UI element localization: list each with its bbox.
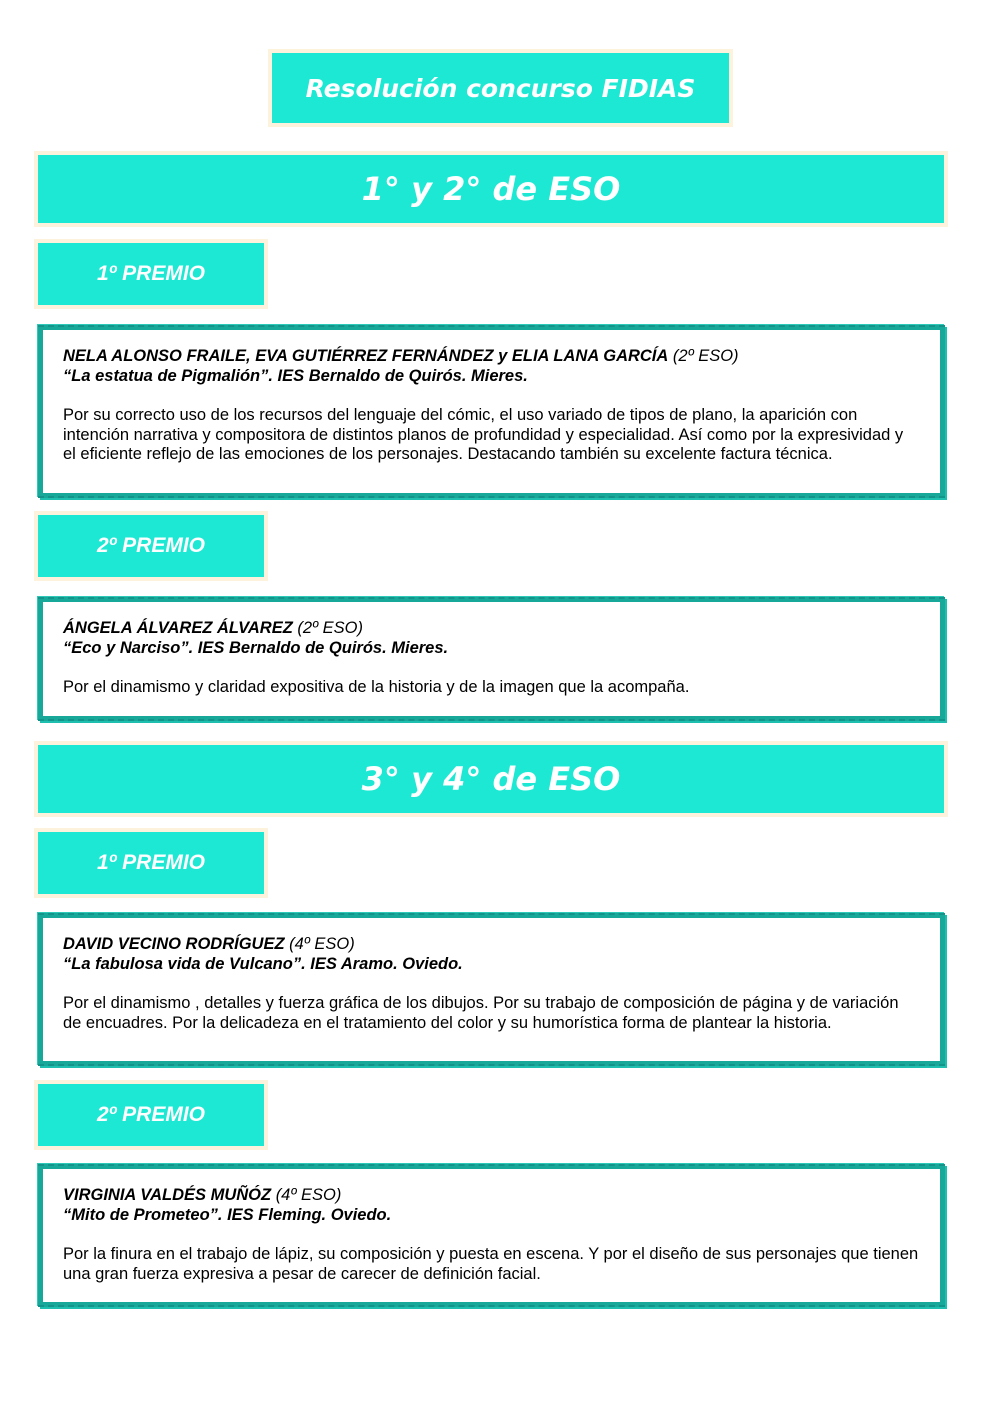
award-box: [38, 1164, 945, 1307]
page-title: Resolución concurso FIDIAS: [268, 49, 733, 127]
prize-label-second: 2º PREMIO: [34, 511, 268, 581]
winner-grade: (2º ESO): [297, 619, 364, 637]
winner-grade: (4º ESO): [289, 935, 355, 953]
level-banner-1-2-eso: 1° y 2° de ESO: [34, 151, 948, 227]
work-title: “La estatua de Pigmalión”. IES Bernaldo de Quirós. Mieres.: [63, 366, 528, 385]
award-description: Por su correcto uso de los recursos del lenguaje del cómic, el uso variado de tipos de plano, la aparición con intención narrativa y compositora de distintos planos de profundidad y especialidad. Así como por la expresividad y el eficiente reflejo de las emociones de los personajes. Destacando también su excelente factura técnica.: [63, 406, 904, 463]
award-winners: [63, 935, 920, 955]
award-box: [38, 597, 945, 721]
award-winners: [63, 347, 920, 367]
work-title: “Mito de Prometeo”. IES Fleming. Oviedo.: [63, 1205, 392, 1224]
award-box: [38, 913, 945, 1066]
award-description: Por el dinamismo , detalles y fuerza gráfica de los dibujos. Por su trabajo de composición de página y de variación de encuadres. Por la delicadeza en el tratamiento del color y su humorística forma de plantear la historia.: [63, 994, 899, 1032]
award-box: [38, 325, 945, 498]
winner-grade: (2º ESO): [672, 347, 739, 365]
award-description: Por el dinamismo y claridad expositiva de la historia y de la imagen que la acompaña.: [63, 678, 690, 696]
award-winners: [63, 619, 920, 639]
prize-label-second: 2º PREMIO: [34, 1080, 268, 1150]
winner-names: ÁNGELA ÁLVAREZ ÁLVAREZ: [63, 619, 293, 637]
work-title: “Eco y Narciso”. IES Bernaldo de Quirós. Mieres.: [63, 638, 449, 657]
winner-names: VIRGINIA VALDÉS MUÑÓZ: [63, 1186, 272, 1204]
award-description: Por la finura en el trabajo de lápiz, su composición y puesta en escena. Y por el diseño de sus personajes que tienen una gran fuerza expresiva a pesar de carecer de definición facial.: [63, 1245, 919, 1283]
award-winners: [63, 1186, 920, 1206]
winner-names: DAVID VECINO RODRÍGUEZ: [63, 935, 285, 953]
winner-names: NELA ALONSO FRAILE, EVA GUTIÉRREZ FERNÁNDEZ y ELIA LANA GARCÍA: [63, 347, 669, 365]
prize-label-first: 1º PREMIO: [34, 239, 268, 309]
work-title: “La fabulosa vida de Vulcano”. IES Aramo. Oviedo.: [63, 954, 463, 973]
level-banner-3-4-eso: 3° y 4° de ESO: [34, 741, 948, 817]
prize-label-first: 1º PREMIO: [34, 828, 268, 898]
winner-grade: (4º ESO): [275, 1186, 342, 1204]
